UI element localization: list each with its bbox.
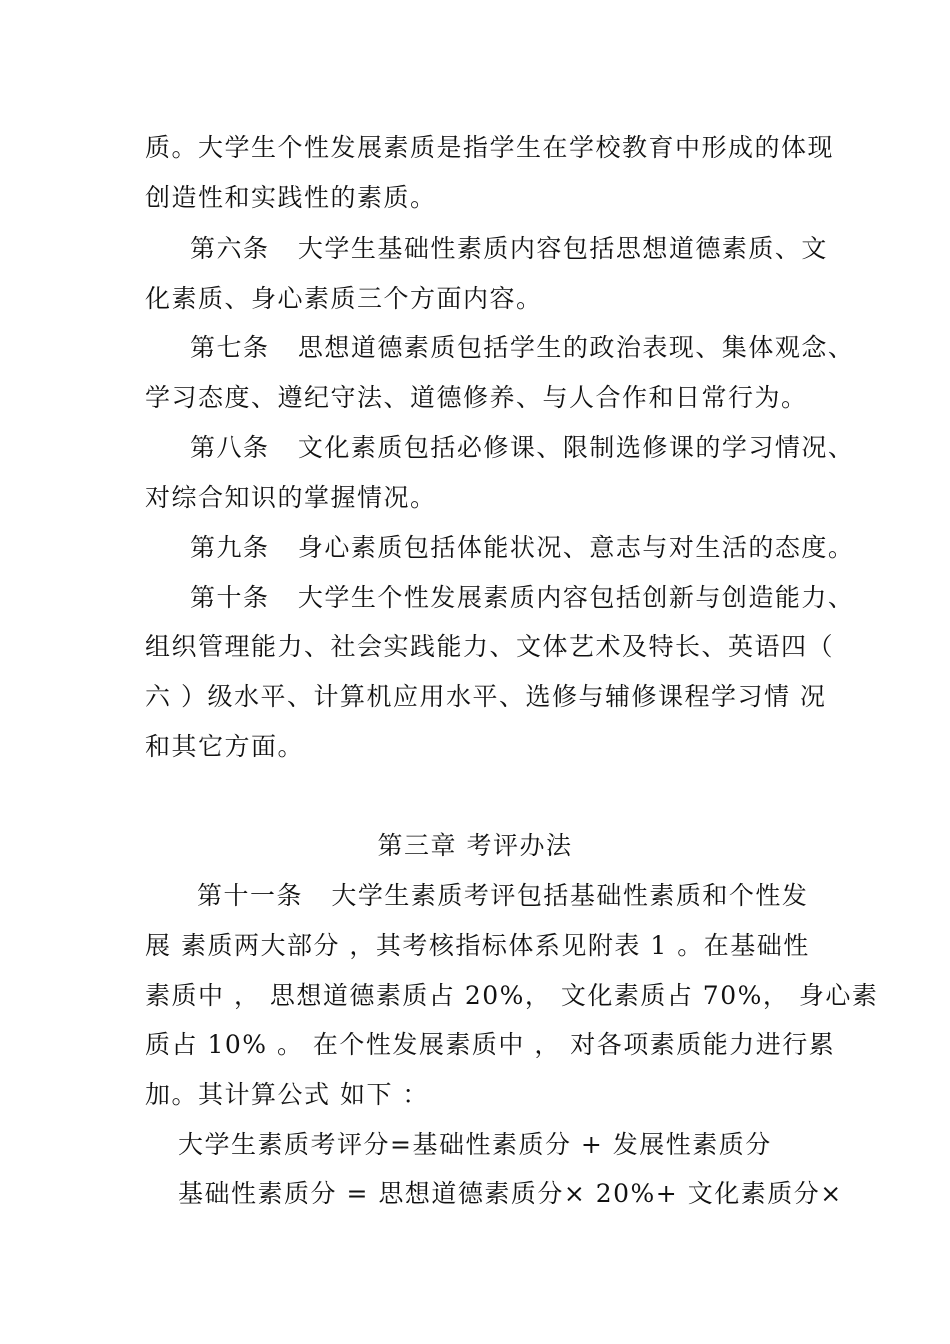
article-10-line: 第十条 大学生个性发展素质内容包括创新与创造能力、 bbox=[190, 583, 855, 612]
paragraph-line: 展 素质两大部分 ，其考核指标体系见附表 1 。在基础性 bbox=[145, 931, 810, 960]
paragraph-line: 学习态度、遵纪守法、道德修养、与人合作和日常行为。 bbox=[145, 383, 808, 412]
paragraph-line: 和其它方面。 bbox=[145, 732, 305, 761]
article-7-line: 第七条 思想道德素质包括学生的政治表现、集体观念、 bbox=[190, 333, 855, 362]
formula-line: 基础性素质分 = 思想道德素质分× 20%+ 文化素质分× bbox=[178, 1179, 843, 1208]
article-6-line: 第六条 大学生基础性素质内容包括思想道德素质、文 bbox=[190, 234, 828, 263]
paragraph-line: 质。大学生个性发展素质是指学生在学校教育中形成的体现 bbox=[145, 133, 835, 162]
formula-line: 大学生素质考评分=基础性素质分 + 发展性素质分 bbox=[178, 1130, 772, 1159]
article-11-line: 第十一条 大学生素质考评包括基础性素质和个性发 bbox=[197, 881, 809, 910]
article-9-line: 第九条 身心素质包括体能状况、意志与对生活的态度。 bbox=[190, 533, 855, 562]
paragraph-line: 六 ）级水平、计算机应用水平、选修与辅修课程学习情 况 bbox=[145, 682, 827, 711]
paragraph-line: 组织管理能力、社会实践能力、文体艺术及特长、英语四（ bbox=[145, 632, 835, 661]
paragraph-line: 素质中 ， 思想道德素质占 20%， 文化素质占 70%， 身心素 bbox=[145, 981, 879, 1010]
paragraph-line: 化素质、身心素质三个方面内容。 bbox=[145, 284, 543, 313]
paragraph-line: 对综合知识的掌握情况。 bbox=[145, 483, 437, 512]
article-8-line: 第八条 文化素质包括必修课、限制选修课的学习情况、 bbox=[190, 433, 855, 462]
paragraph-line: 加。其计算公式 如下 ： bbox=[145, 1080, 429, 1109]
paragraph-line: 质占 10% 。 在个性发展素质中 ， 对各项素质能力进行累 bbox=[145, 1030, 836, 1059]
paragraph-line: 创造性和实践性的素质。 bbox=[145, 183, 437, 212]
chapter-heading: 第三章 考评办法 bbox=[377, 831, 573, 860]
